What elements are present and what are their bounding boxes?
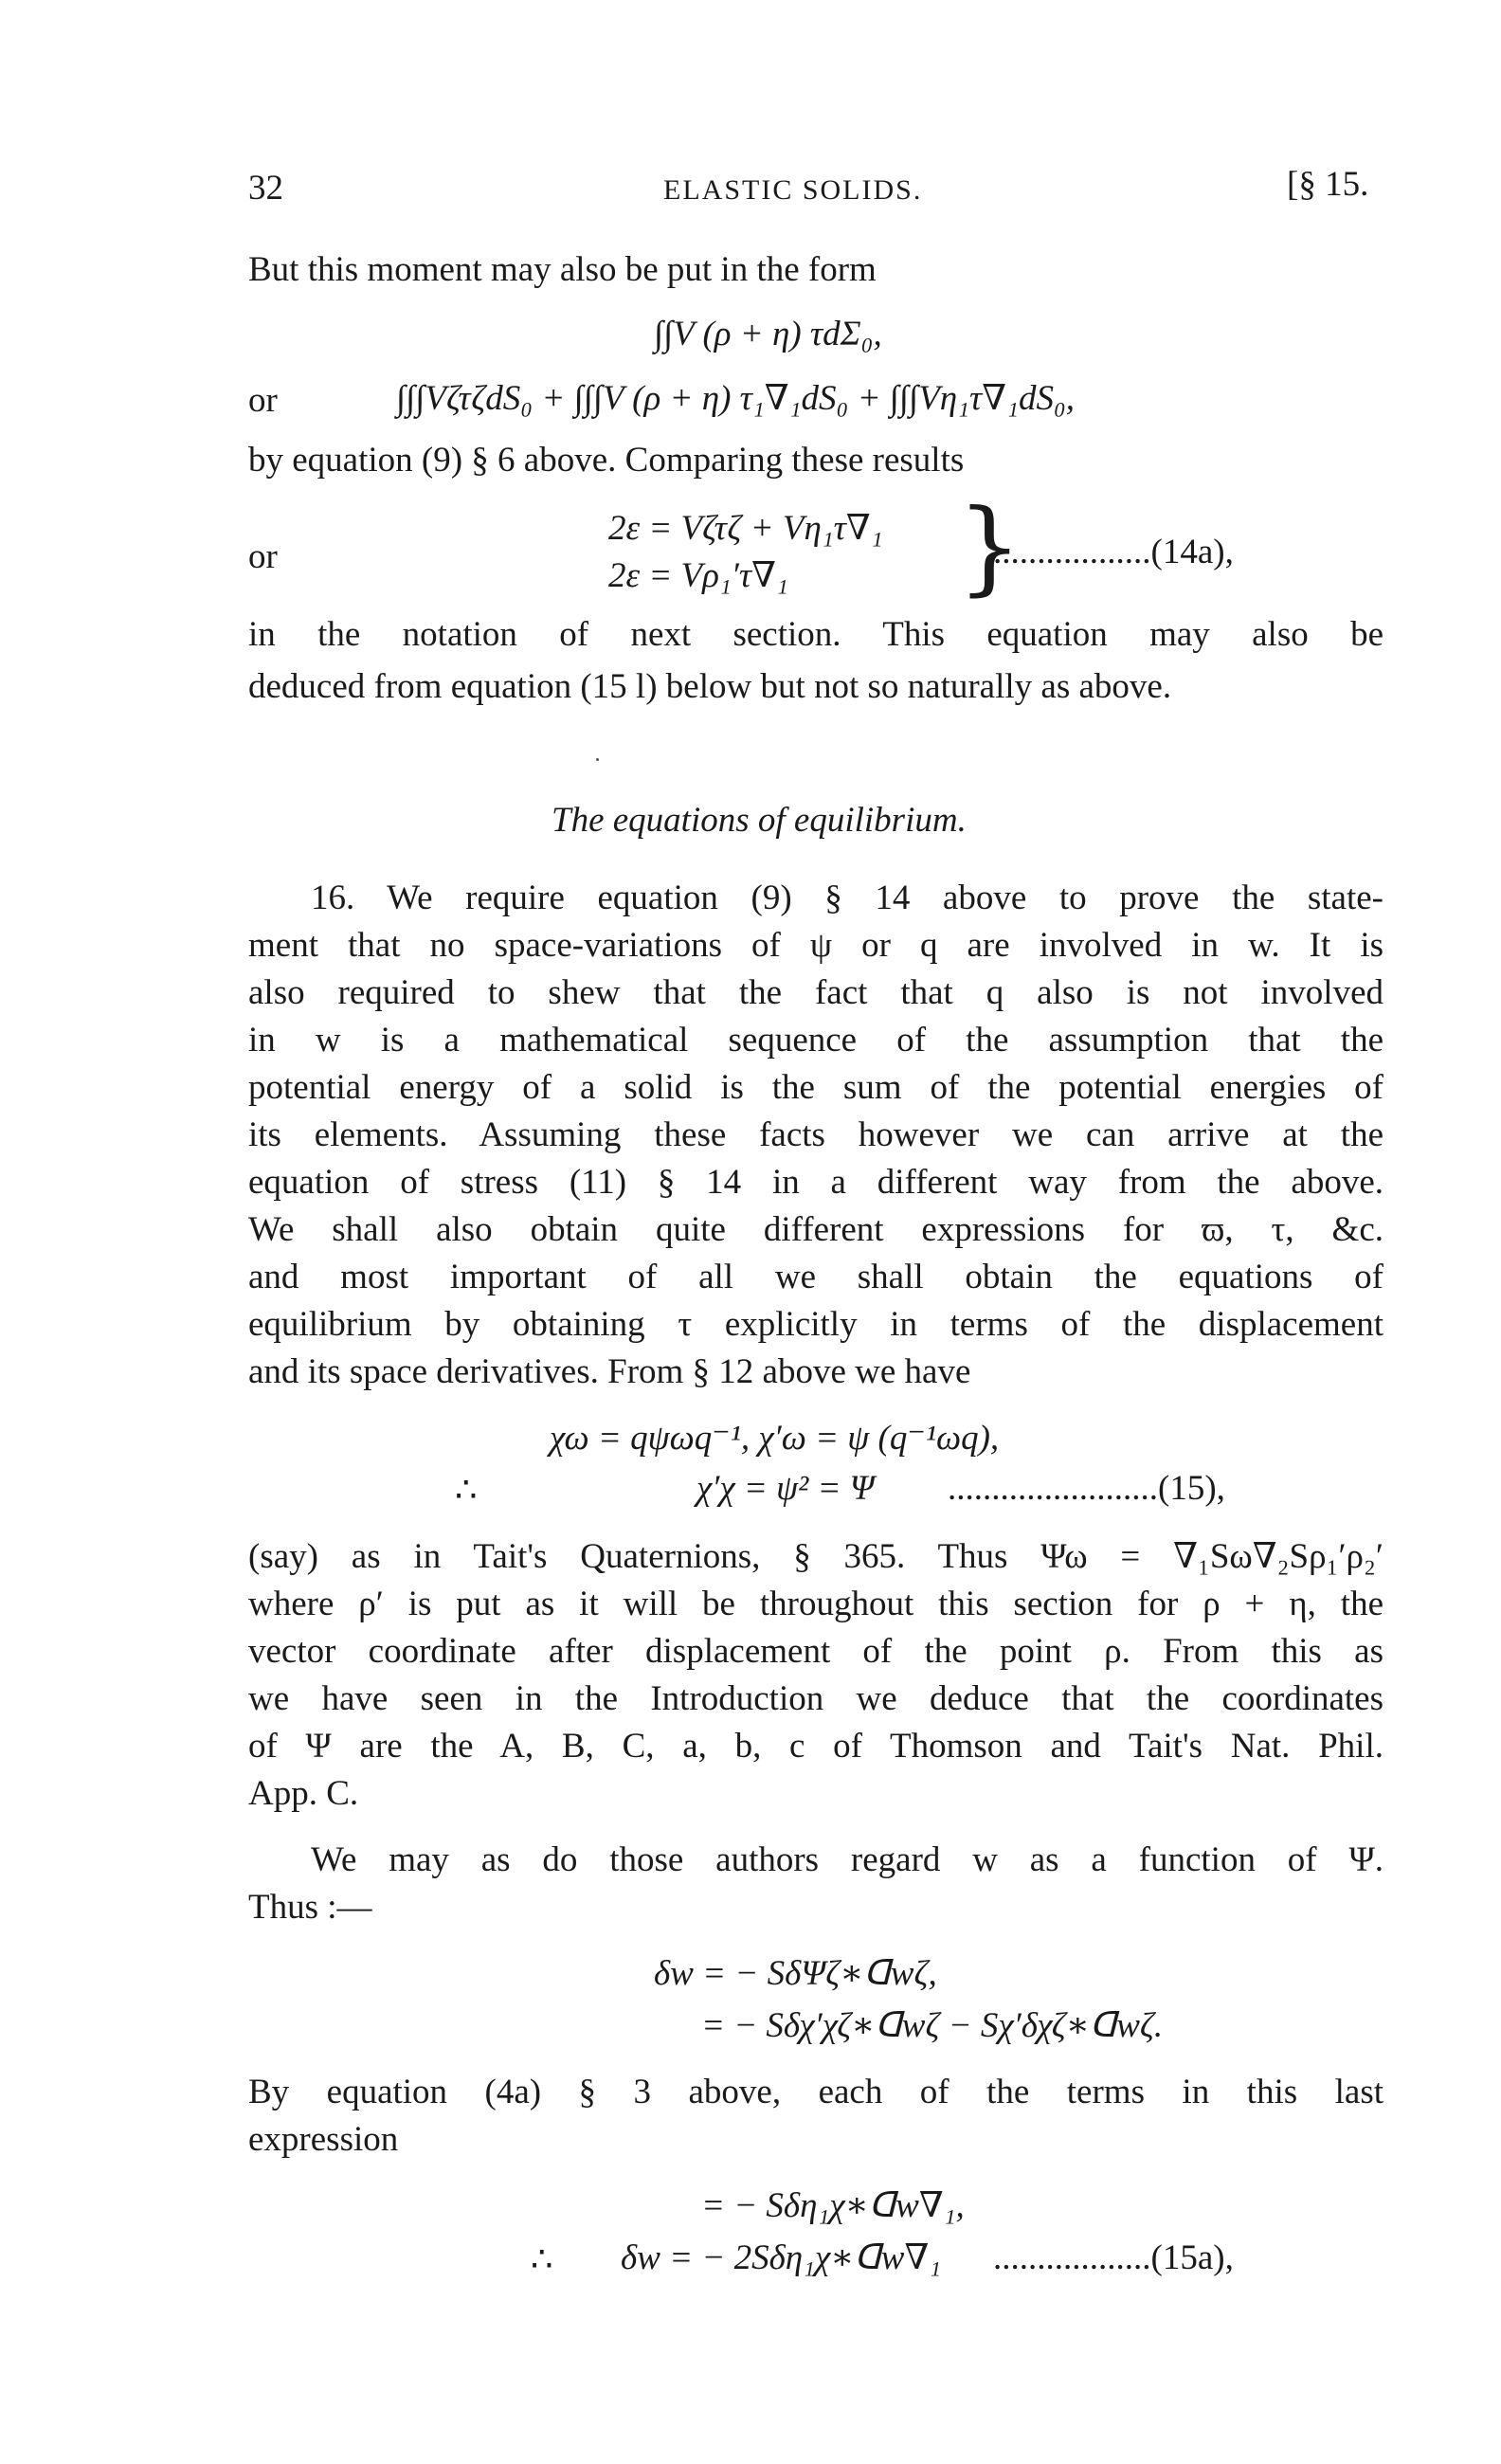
equation-delta-w: δw = − SδΨζ∗ᗡwζ, [654,1954,937,1993]
equation-volume-integrals: ∫∫∫VζτζdS₀ + ∫∫∫V (ρ + η) τ₁∇₁dS₀ + ∫∫∫Vη₁τ∇₁dS₀, [396,379,1076,418]
equation-term: = − Sδη₁χ∗ᗡw∇₁, [701,2186,965,2225]
section-reference: [§ 15. [1287,165,1369,204]
equation-14a-first: 2ε = Vζτζ + Vη₁τ∇₁ [608,509,883,548]
text-line: in the notation of next section. This equation may also be [248,615,1383,654]
paragraph-16-line: We shall also obtain quite different expressions for ϖ, τ, &c. [248,1210,1383,1249]
conjunction-or: or [248,381,278,420]
equation-label-15: ........................(15), [948,1469,1225,1508]
equation-14a-second: 2ε = Vρ₁′τ∇₁ [608,556,788,595]
paragraph-16-line: and its space derivatives. From § 12 above we have [248,1352,971,1391]
paragraph-16-line: equilibrium by obtaining τ explicitly in terms of the displacement [248,1305,1383,1344]
equation-label-14a: ..................(14a), [993,533,1234,571]
paragraph-line: By equation (4a) § 3 above, each of the terms in this last [248,2073,1383,2111]
paragraph-line: We may as do those authors regard w as a function of Ψ. [311,1840,1383,1879]
paragraph-line: where ρ′ is put as it will be throughout this section for ρ + η, the [248,1585,1383,1623]
text-line: deduced from equation (15 l) below but not so naturally as above. [248,667,1172,706]
paragraph-line: vector coordinate after displacement of the point ρ. From this as [248,1632,1383,1671]
paragraph-line: of Ψ are the A, B, C, a, b, c of Thomson and Tait's Nat. Phil. [248,1727,1383,1766]
paragraph-line: App. C. [248,1774,359,1813]
text-line: But this moment may also be put in the form [248,250,877,289]
text-line: by equation (9) § 6 above. Comparing these results [248,441,965,480]
paragraph-16-line: also required to shew that the fact that q also is not involved [248,973,1383,1012]
equation-label-15a: ..................(15a), [993,2238,1234,2277]
section-heading: The equations of equilibrium. [552,801,967,840]
paragraph-16-line: in w is a mathematical sequence of the assumption that the [248,1021,1383,1060]
equation-delta-w-expanded: = − Sδχ′χζ∗ᗡwζ − Sχ′δχζ∗ᗡwζ. [701,2006,1164,2045]
equation-chi-omega: χω = qψωq⁻¹, χ′ω = ψ (q⁻¹ωq), [550,1419,1000,1458]
therefore-symbol: ∴ [531,2240,553,2279]
therefore-symbol: ∴ [455,1471,478,1510]
conjunction-or: or [248,537,278,576]
paragraph-16-line: equation of stress (11) § 14 in a different way from the above. [248,1163,1383,1202]
paragraph-16-line: ment that no space-variations of ψ or q are involved in w. It is [248,926,1383,965]
paragraph-line: expression [248,2120,399,2159]
paragraph-16-line: 16. We require equation (9) § 14 above to prove the state- [311,879,1383,917]
equation-15: χ′χ = ψ² = Ψ [696,1469,875,1508]
page-number: 32 [248,169,283,208]
running-title: ELASTIC SOLIDS. [663,174,923,206]
paragraph-line: Thus :— [248,1888,372,1927]
paragraph-line: (say) as in Tait's Quaternions, § 365. Thus Ψω = ∇₁Sω∇₂Sρ₁′ρ₂′ [248,1537,1383,1576]
paragraph-16-line: and most important of all we shall obtain the equations of [248,1258,1383,1296]
right-brace: } [957,488,1022,607]
stray-mark [596,758,599,761]
equation-surface-integral: ∫∫V (ρ + η) τdΣ₀, [654,315,882,353]
paragraph-16-line: its elements. Assuming these facts however we can arrive at the [248,1115,1383,1154]
paragraph-16-line: potential energy of a solid is the sum of the potential energies of [248,1068,1383,1107]
paragraph-line: we have seen in the Introduction we deduce that the coordinates [248,1679,1383,1718]
equation-15a: δw = − 2Sδη₁χ∗ᗡw∇₁ [621,2238,942,2277]
